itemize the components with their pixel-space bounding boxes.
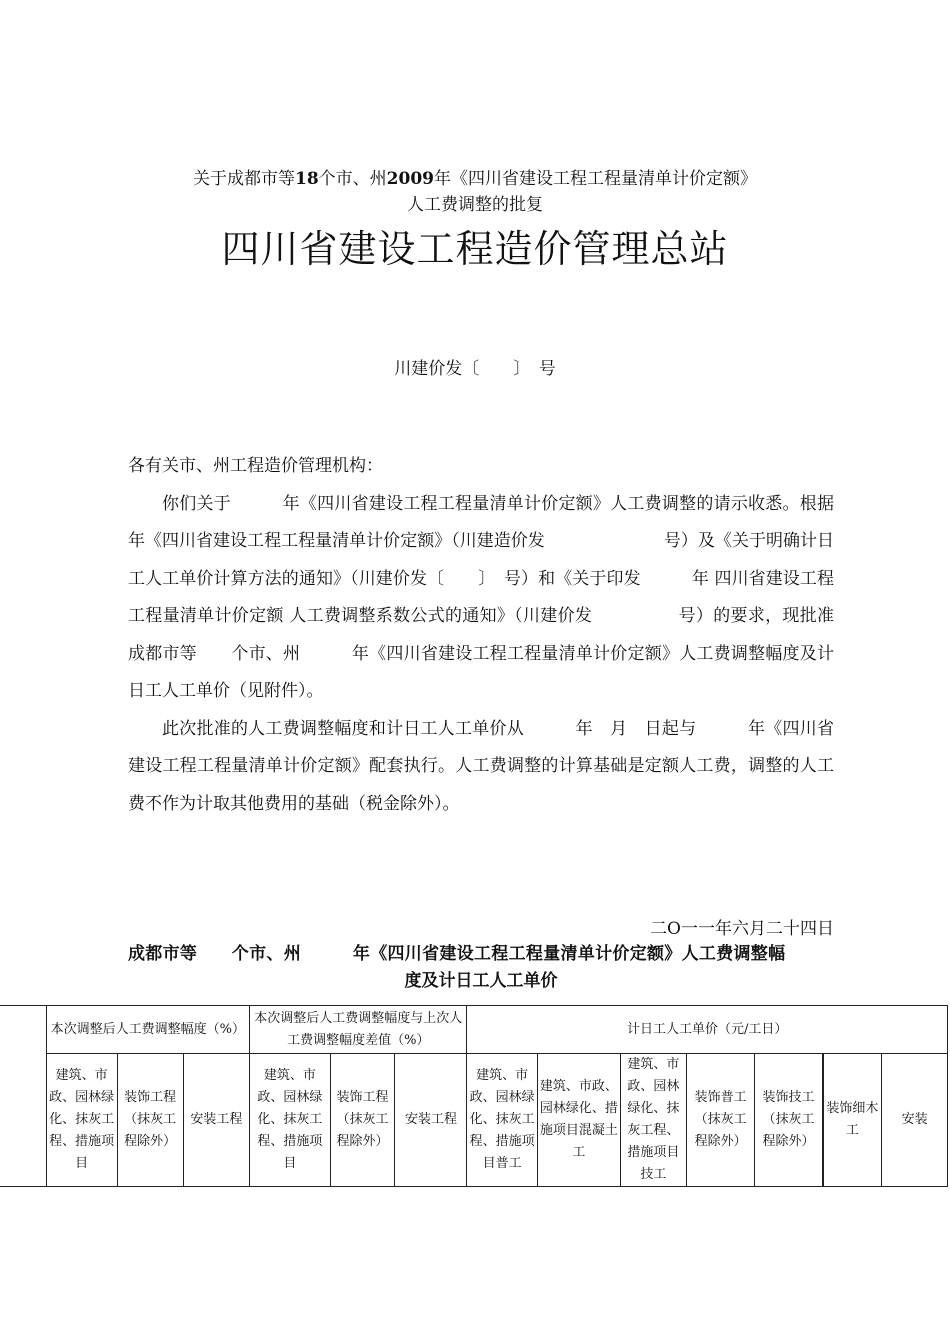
row-label-cell	[0, 1006, 46, 1187]
column-header: 建筑、市政、园林绿化、抹灰工程、措施项目技工	[621, 1054, 687, 1187]
table-title-line-2: 度及计日工人工单价	[404, 971, 558, 991]
group-header: 本次调整后人工费调整幅度（%）	[46, 1006, 250, 1054]
subject-year: 2009	[386, 169, 434, 189]
column-header: 装饰细木工	[823, 1054, 882, 1187]
subject-text: 年《四川省建设工程工程量清单计价定额》	[434, 169, 757, 189]
issue-date: 二O一一年六月二十四日	[650, 919, 834, 939]
subject-line-2: 人工费调整的批复	[407, 195, 543, 215]
group-header: 计日工人工单价（元/工日）	[467, 1006, 948, 1054]
column-header: 装饰普工（抹灰工程除外）	[686, 1054, 755, 1187]
column-header: 安装工程	[395, 1054, 467, 1187]
subject-number: 18	[295, 169, 319, 189]
letter-body	[128, 448, 885, 823]
organization-name: 四川省建设工程造价管理总站	[221, 227, 729, 271]
salutation: 各有关市、州工程造价管理机构：	[128, 456, 383, 476]
column-header: 安装工程	[183, 1054, 250, 1187]
column-header: 装饰技工（抹灰工程除外）	[755, 1054, 823, 1187]
column-header: 安装	[882, 1054, 948, 1187]
subject-text: 个市、州	[318, 169, 387, 189]
column-header: 建筑、市政、园林绿化、抹灰工程、措施项目	[46, 1054, 117, 1187]
subject-line-1	[0, 166, 950, 192]
table-title-line-1: 成都市等 个市、州 年《四川省建设工程工程量清单计价定额》人工费调整幅	[128, 944, 786, 964]
column-header: 装饰工程（抹灰工程除外）	[330, 1054, 395, 1187]
subject-text: 关于成都市等	[193, 169, 295, 189]
column-header: 装饰工程（抹灰工程除外）	[117, 1054, 183, 1187]
paragraph-2: 此次批准的人工费调整幅度和计日工人工单价从 年 月 日起与 年《四川省建设工程工程量清单计价定额》配套执行。人工费调整的计算基础是定额人工费，调整的人工费不作为计取其他费用的基础（税金除外）。	[128, 718, 834, 814]
paragraph-1: 你们关于 年《四川省建设工程工程量清单计价定额》人工费调整的请示收悉。根据 年《四川省建设工程工程量清单计价定额》（川建造价发 号）及《关于明确计日工人工单价计算方法的通知》（川建价发〔 〕 号）和《关于印发 年 四川省建设工程工程量清单计价定额 人工费调整系数公式的通知》（川建价发 号）的要求，现批准成都市等 个市、州 年《四川省建设工程工程量清单计价定额》人工费调整幅度及计日工人工单价（见附件）。	[128, 493, 885, 701]
column-header: 建筑、市政、园林绿化、抹灰工程、措施项目普工	[467, 1054, 537, 1187]
labor-price-table	[0, 1005, 948, 1187]
document-number: 川建价发〔 〕 号	[394, 359, 556, 379]
table-title	[128, 941, 834, 995]
column-header: 建筑、市政、园林绿化、措施项目混凝土工	[537, 1054, 620, 1187]
column-header: 建筑、市政、园林绿化、抹灰工程、措施项目	[250, 1054, 330, 1187]
group-header: 本次调整后人工费调整幅度与上次人工费调整幅度差值（%）	[250, 1006, 467, 1054]
